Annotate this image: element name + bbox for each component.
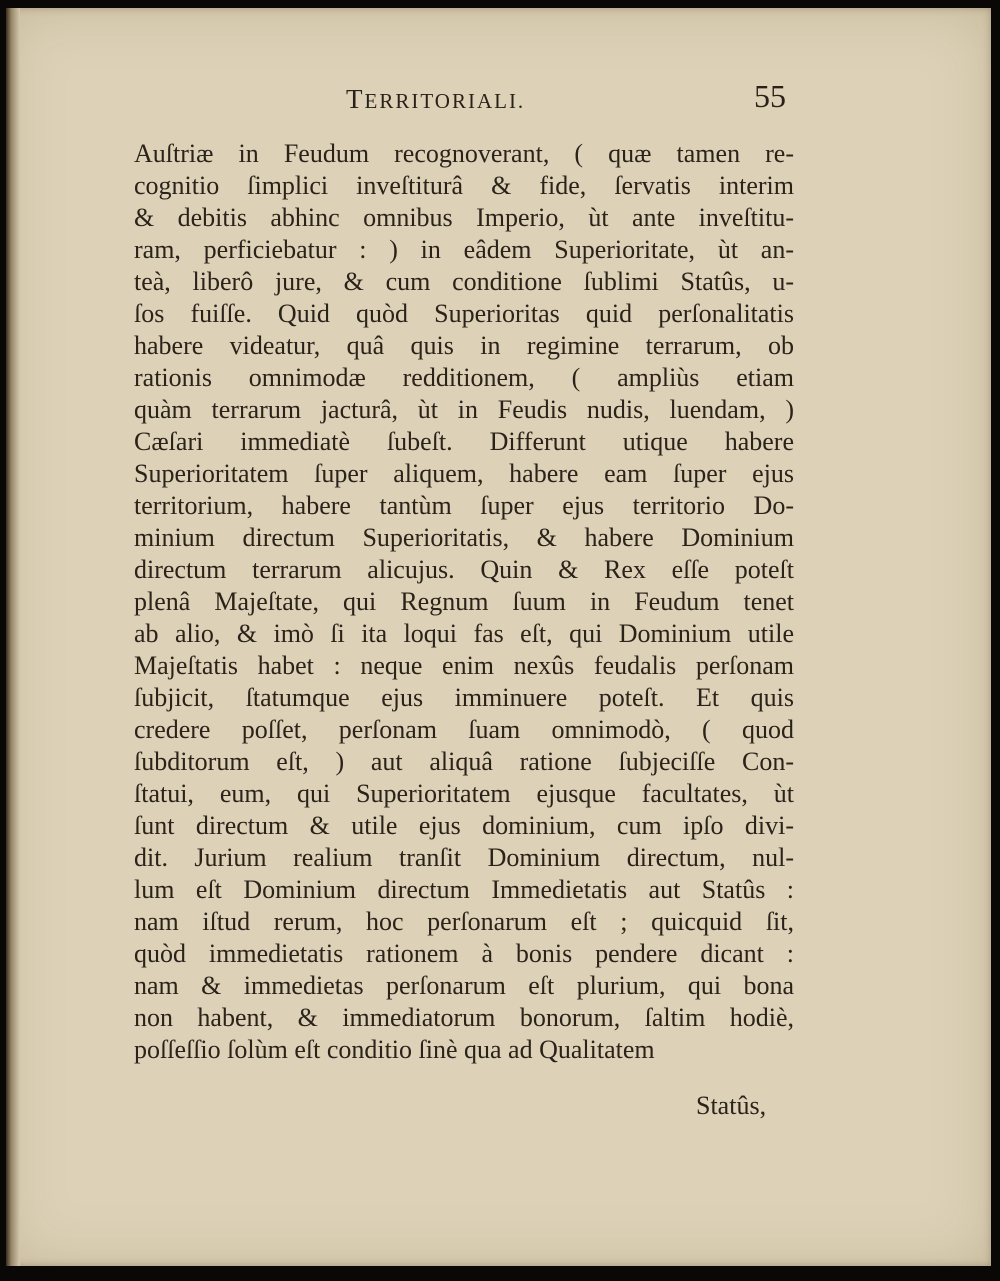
running-head-rest: ERRITORIALI. [364, 89, 526, 113]
text-line: teà, liberô jure, & cum conditione ſublimi Statûs, u- [134, 267, 794, 296]
text-line: ſubditorum eſt, ) aut aliquâ ratione ſubjeciſſe Con- [134, 747, 794, 776]
text-line: poſſeſſio ſolùm eſt conditio ſinè qua ad Qualitatem [134, 1035, 655, 1064]
text-line: habere videatur, quâ quis in regimine terrarum, ob [134, 331, 794, 360]
text-line: nam & immedietas perſonarum eſt plurium, qui bona [134, 971, 794, 1000]
page-gutter-edge [6, 8, 20, 1266]
text-line: Cæſari immediatè ſubeſt. Differunt utique habere [134, 427, 794, 456]
text-line: Superioritatem ſuper aliquem, habere eam ſuper ejus [134, 459, 794, 488]
text-line: nam iſtud rerum, hoc perſonarum eſt ; quicquid ſit, [134, 907, 794, 936]
text-line: rationis omnimodæ redditionem, ( ampliùs etiam [134, 363, 794, 392]
text-line: cognitio ſimplici inveſtiturâ & fide, ſervatis interim [134, 171, 794, 200]
text-line: ſtatui, eum, qui Superioritatem ejusque facultates, ùt [134, 779, 794, 808]
text-line: quòd immedietatis rationem à bonis pendere dicant : [134, 939, 794, 968]
text-line: lum eſt Dominium directum Immedietatis aut Statûs : [134, 875, 794, 904]
running-head [346, 84, 525, 115]
text-line: credere poſſet, perſonam ſuam omnimodò, ( quod [134, 715, 794, 744]
text-line: non habent, & immediatorum bonorum, ſaltim hodiè, [134, 1003, 794, 1032]
text-line: ſubjicit, ſtatumque ejus imminuere poteſt. Et quis [134, 683, 794, 712]
text-line: ſos fuiſſe. Quid quòd Superioritas quid perſonalitatis [134, 299, 794, 328]
running-head-initial: T [346, 84, 365, 114]
text-line: ab alio, & imò ſi ita loqui fas eſt, qui Dominium utile [134, 619, 794, 648]
text-line: minium directum Superioritatis, & habere Dominium [134, 523, 794, 552]
text-line: directum terrarum alicujus. Quin & Rex eſſe poteſt [134, 555, 794, 584]
text-line: dit. Jurium realium tranſit Dominium directum, nul- [134, 843, 794, 872]
text-line: quàm terrarum jacturâ, ùt in Feudis nudis, luendam, ) [134, 395, 794, 424]
page-number: 55 [754, 78, 786, 114]
text-line: ram, perficiebatur : ) in eâdem Superioritate, ùt an- [134, 235, 794, 264]
text-line: Majeſtatis habet : neque enim nexûs feudalis perſonam [134, 651, 794, 680]
catchword: Statûs, [696, 1091, 767, 1120]
text-line: territorium, habere tantùm ſuper ejus territorio Do- [134, 491, 794, 520]
text-line: & debitis abhinc omnibus Imperio, ùt ante inveſtitu- [134, 203, 794, 232]
book-page [6, 8, 991, 1266]
text-line: Auſtriæ in Feudum recognoverant, ( quæ tamen re- [134, 139, 794, 168]
text-line: ſunt directum & utile ejus dominium, cum ipſo divi- [134, 811, 794, 840]
body-text [134, 138, 794, 1066]
text-line: plenâ Majeſtate, qui Regnum ſuum in Feudum tenet [134, 587, 794, 616]
